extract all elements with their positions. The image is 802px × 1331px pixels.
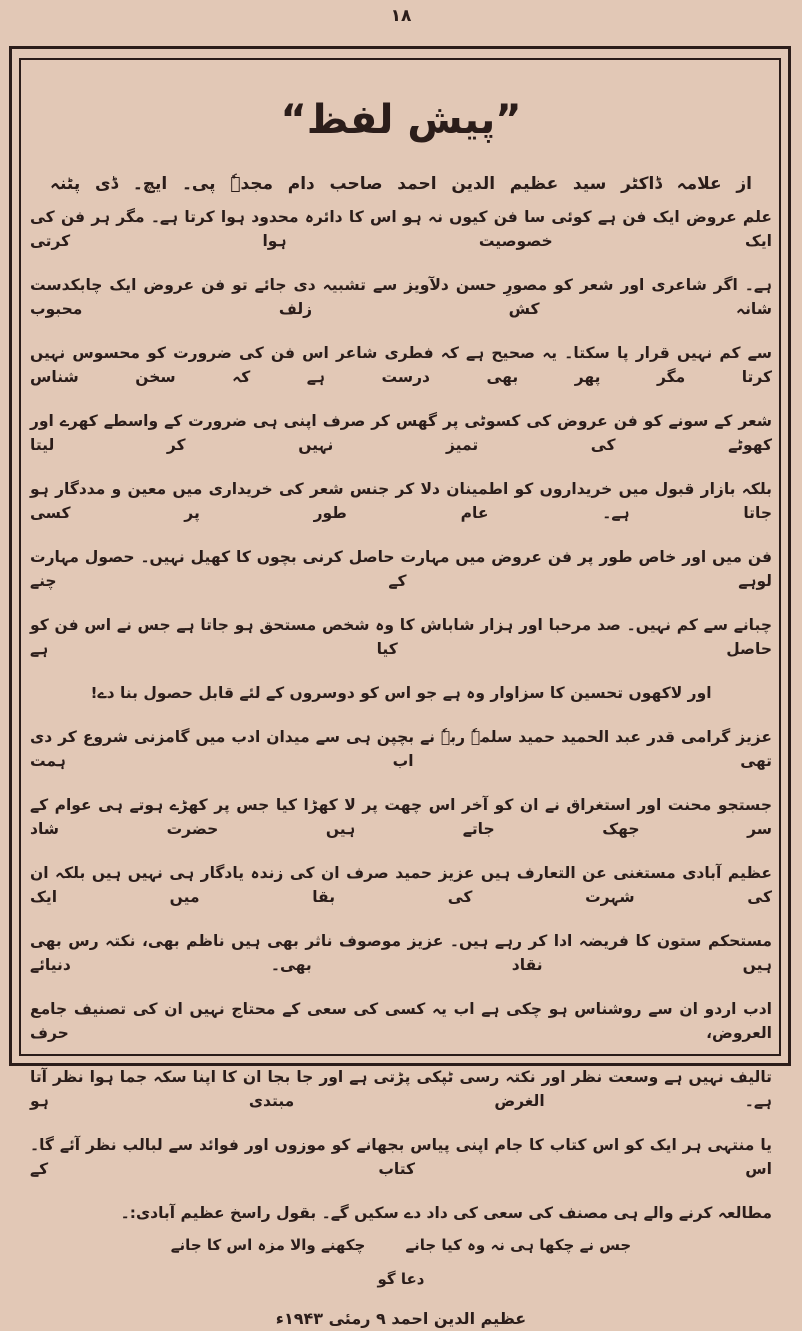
signature: عظیم الدین احمد ۹ رمئی ۱۹۴۳ء [275,1309,527,1328]
text-line: چبانے سے کم نہیں۔ صد مرحبا اور ہزار شاباش کا وہ شخص مستحق ہو جاتا ہے جس نے اس فن کو حاصل کیا ہے [30,616,772,658]
text-line: اور لاکھوں تحسین کا سزاوار وہ ہے جو اس کو دوسروں کے لئے قابل حصول بنا دے! [90,684,712,702]
text-line: ہے۔ اگر شاعری اور شعر کو مصورِ حسن دلآویز سے تشبیہ دی جائے تو فن عروض ایک چابکدست شانہ کش زلف محبوب [30,276,772,318]
text-line: تالیف نہیں ہے وسعت نظر اور نکتہ رسی ٹپکی پڑتی ہے اور جا بجا ان کا اپنا سکہ جما ہوا نظر آتا ہے۔ الغرض مبتدی ہو [30,1068,772,1110]
page-title: ”پیش لفظ“ [280,97,522,143]
page-number: ۱۸ [390,6,412,26]
text-line: علم عروض ایک فن ہے کوئی سا فن کیوں نہ ہو اس کا دائرہ محدود ہوا کرتا ہے۔ مگر ہر فن کی ایک خصوصیت ہوا کرتی [30,208,772,250]
text-line: جستجو محنت اور استغراق نے ان کو آخر اس چھت پر لا کھڑا کیا جس پر کھڑے ہوتے ہی عوام کے سر جھک جاتے ہیں حضرت شاد [30,796,772,838]
text-line: شعر کے سونے کو فن عروض کی کسوٹی پر گھس کر صرف اپنی ہی ضرورت کے واسطے کھرے اور کھوٹے کی تمیز نہیں کر لیتا [30,412,772,454]
text-line: عظیم آبادی مستغنی عن التعارف ہیں عزیز حمید صرف ان کی زندہ یادگار ہی نہیں ہیں بلکہ ان کی شہرت کی بقا میں ایک [30,864,772,906]
text-line: عزیز گرامی قدر عبد الحمید حمید سلمہٗ ربہٗ نے بچپن ہی سے میدان ادب میں گامزنی شروع کر دی تھی اب ہمت [30,728,772,770]
author-byline: از علامہ ڈاکٹر سید عظیم الدین احمد صاحب دام مجدہٗ پی۔ ایچ۔ ڈی پٹنہ [50,174,752,194]
couplet-second-hemistich: چکھنے والا مزہ اس کا جانے [170,1236,366,1254]
text-line: یا منتہی ہر ایک کو اس کتاب کا جام اپنی پیاس بجھانے کو موزوں اور فوائد سے لبالب نظر آئے گا۔ اس کتاب کے [30,1136,772,1178]
text-line: فن میں اور خاص طور پر فن عروض میں مہارت حاصل کرنی بچوں کا کھیل نہیں۔ حصول مہارت لوہے کے چنے [30,548,772,590]
closing-salutation: دعا گو [377,1270,425,1288]
text-line: بلکہ بازار قبول میں خریداروں کو اطمینان دلا کر جنس شعر کی خریداری میں معین و مددگار ہو جاتا ہے۔ عام طور پر کسی [30,480,772,522]
text-line: مستحکم ستون کا فریضہ ادا کر رہے ہیں۔ عزیز موصوف ناثر بھی ہیں ناظم بھی، نکتہ رس بھی ہیں نقاد بھی۔ دنیائے [30,932,772,974]
couplet-first-hemistich: جس نے چکھا ہی نہ وہ کیا جانے [405,1236,632,1254]
couplet [30,1233,772,1257]
text-line: مطالعہ کرنے والے ہی مصنف کی سعی کی داد دے سکیں گے۔ بقول راسخ عظیم آبادی:۔ [120,1204,772,1222]
text-line: ادب اردو ان سے روشناس ہو چکی ہے اب یہ کسی کی سعی کے محتاج نہیں ان کی تصنیف جامع العروض، حرف [30,1000,772,1042]
text-line: سے کم نہیں قرار پا سکتا۔ یہ صحیح ہے کہ فطری شاعر اس فن کی ضرورت کو محسوس نہیں کرتا مگر پھر بھی درست ہے کہ سخن شناس [30,344,772,386]
page-body [30,172,772,1331]
